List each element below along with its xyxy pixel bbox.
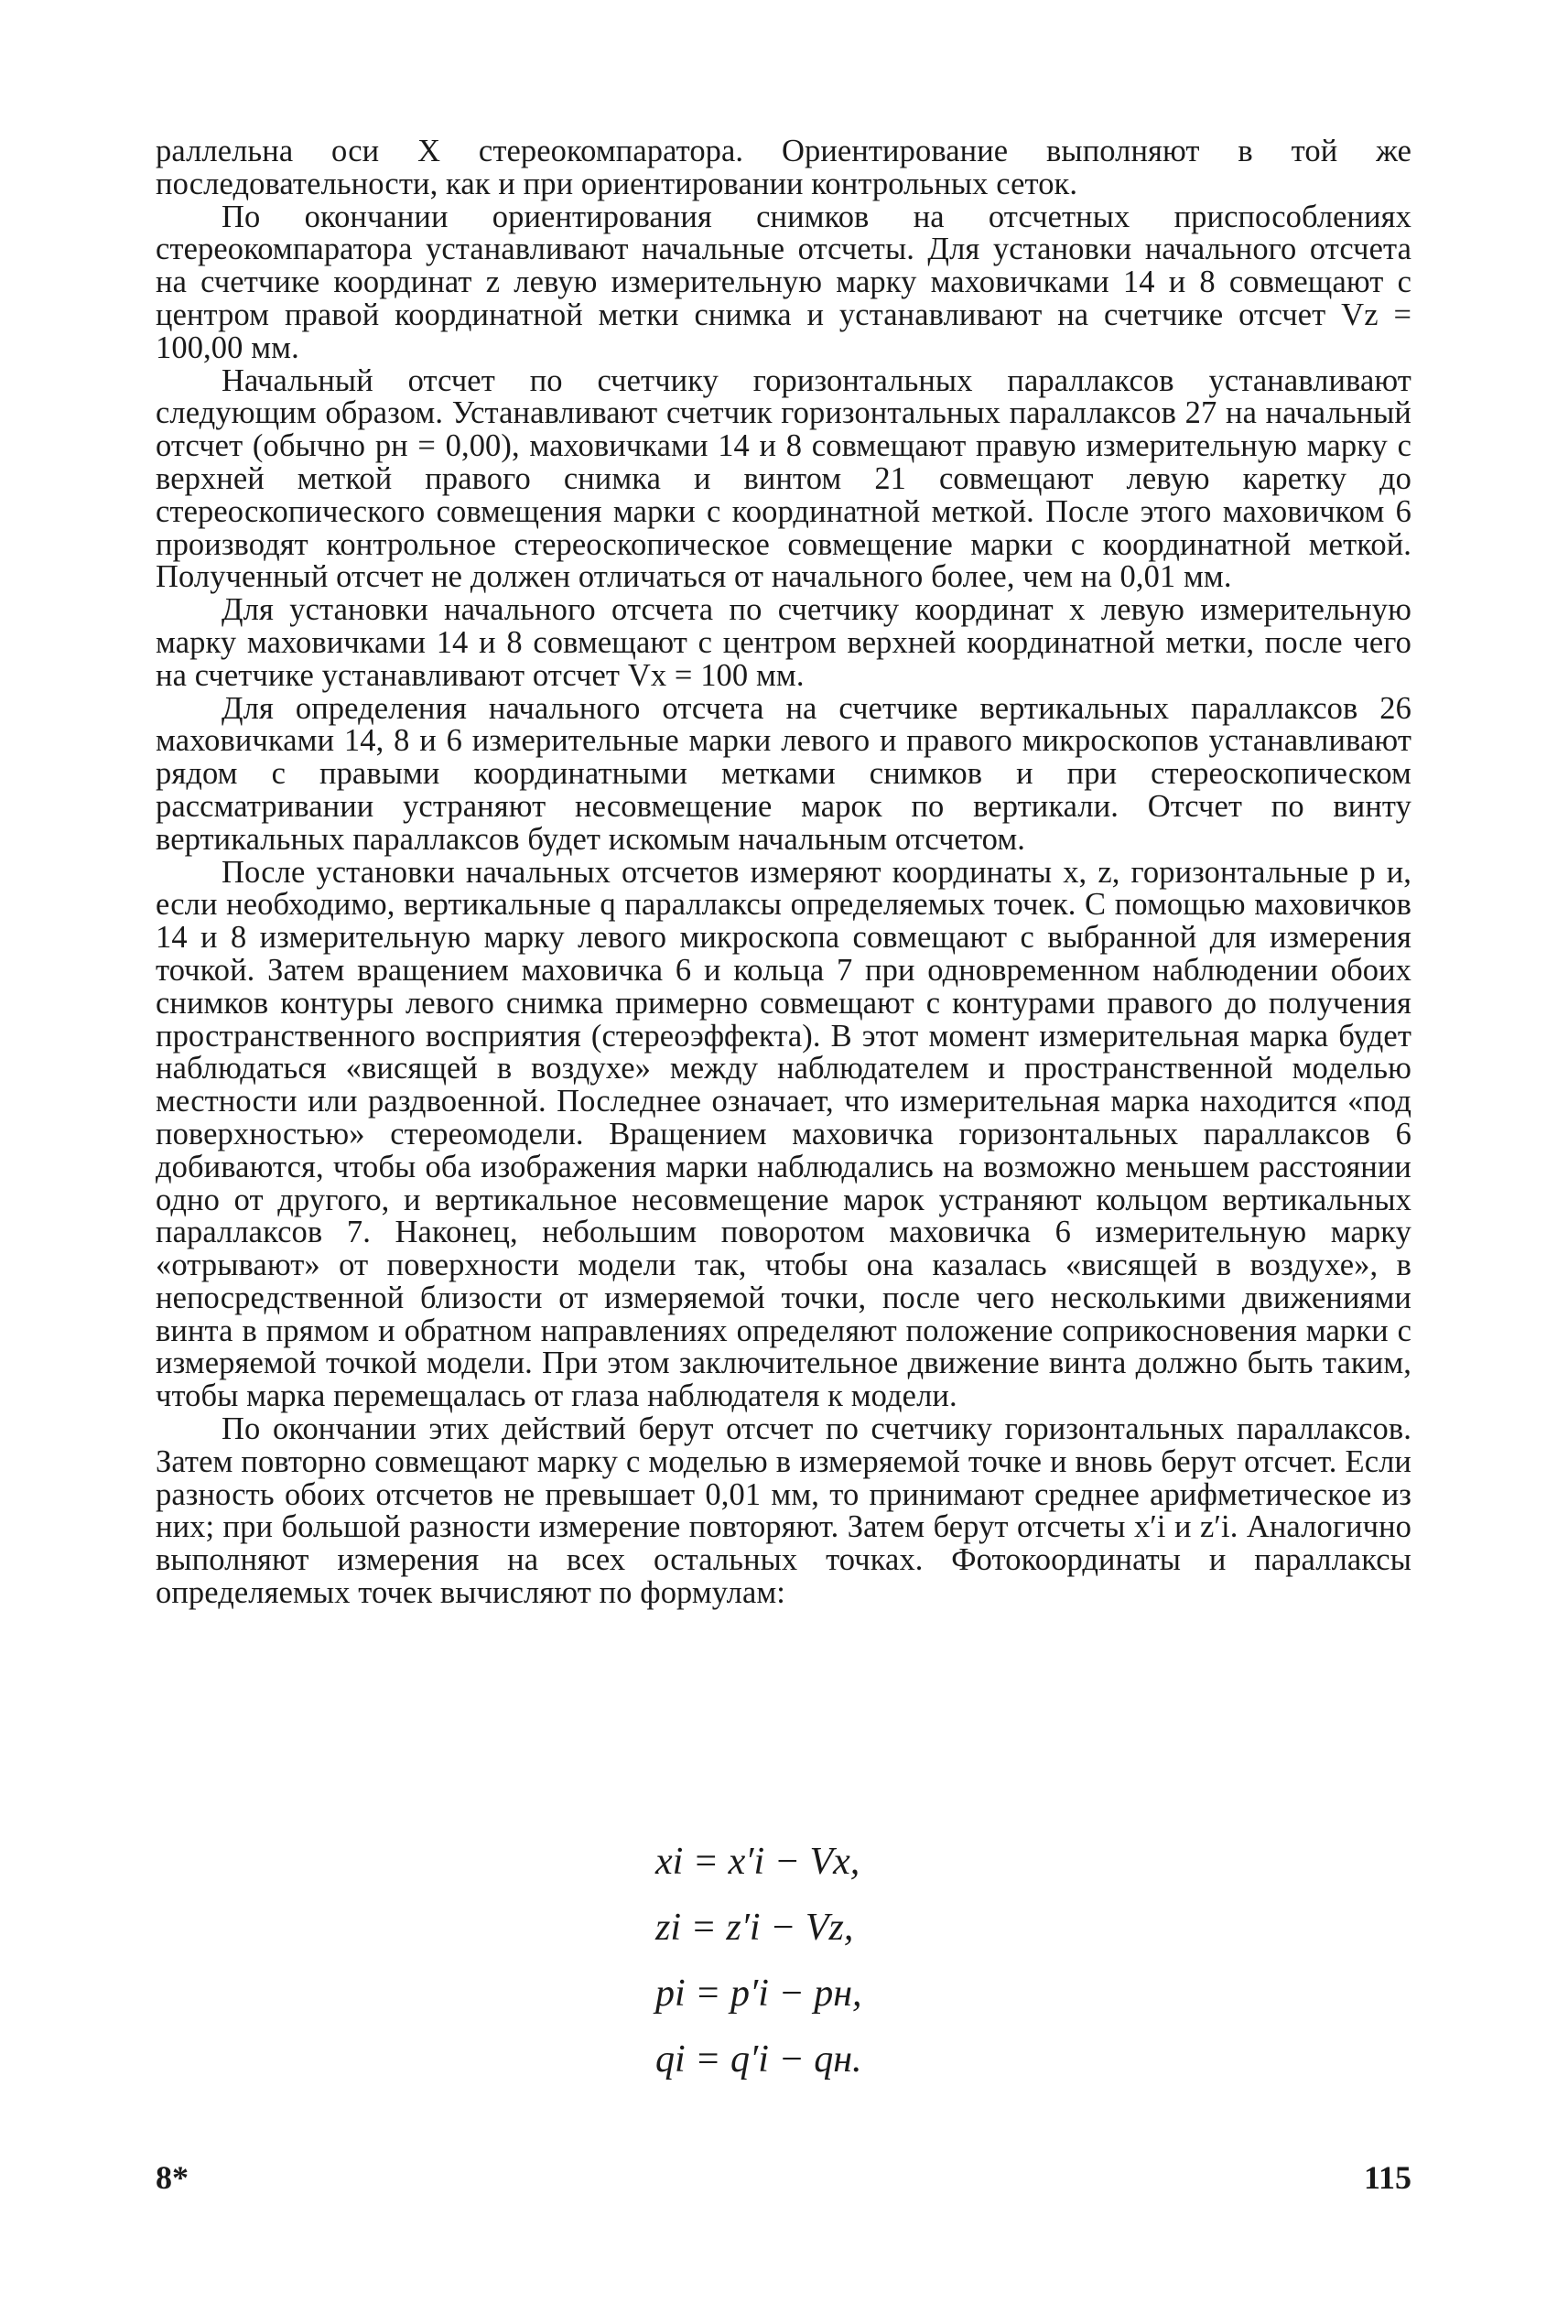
paragraph-1: раллельна оси X стереокомпаратора. Ориентирование выполняют в той же последовательности, как и при ориентировании контрольных сеток. [156,134,1411,201]
paragraph-4: Для установки начального отсчета по счетчику координат x левую измерительную марку маховичками 14 и 8 совмещают с центром верхней координатной метки, после чего на счетчике устанавливают отсчет Vx = 100 мм. [156,592,1411,693]
formula-block [655,1829,1022,2092]
formula-z: zi = z′i − Vz, [655,1907,854,1949]
paragraph-5: Для определения начального отсчета на счетчике вертикальных параллаксов 26 маховичками 14, 8 и 6 измерительные марки левого и правого микроскопов устанавливают рядом с правыми координатными метками снимков и при стереоскопическом рассматривании устраняют несовмещение марок по вертикали. Отсчет по винту вертикальных параллаксов будет искомым начальным отсчетом. [156,690,1411,857]
book-page [156,135,1411,2268]
formula-p: pi = p′i − pн, [655,1973,862,2015]
paragraph-7: По окончании этих действий берут отсчет по счетчику горизонтальных параллаксов. Затем повторно совмещают марку с моделью в измеряемой точке и вновь берут отсчет. Если разность обоих отсчетов не превышает 0,01 мм, то принимают среднее арифметическое из них; при большой разности измерение повторяют. Затем берут отсчеты x′i и z′i. Аналогично выполняют измерения на всех остальных точках. Фотокоординаты и параллаксы определяемых точек вычисляют по формулам: [156,1411,1411,1611]
paragraph-6: После установки начальных отсчетов измеряют координаты x, z, горизонтальные p и, если необходимо, вертикальные q параллаксы определяемых точек. С помощью маховичков 14 и 8 измерительную марку левого микроскопа совмещают с выбранной для измерения точкой. Затем вращением маховичка 6 и кольца 7 при одновременном наблюдении обоих снимков контуры левого снимка примерно совмещают с контурами правого до получения пространственного восприятия (стереоэффекта). В этот момент измерительная марка будет наблюдаться «висящей в воздухе» между наблюдателем и пространственной моделью местности или раздвоенной. Последнее означает, что измерительная марка находится «под поверхностью» стереомодели. Вращением маховичка горизонтальных параллаксов 6 добиваются, чтобы оба изображения марки наблюдались на возможно меньшем расстоянии одно от другого, и вертикальное несовмещение марок устраняют кольцом вертикальных параллаксов 7. Наконец, небольшим поворотом маховичка 6 измерительную марку «отрывают» от поверхности модели так, чтобы она казалась «висящей в воздухе», в непосредственной близости от измеряемой точки, после чего несколькими движениями винта в прямом и обратном направлениях определяют положение соприкосновения марки с измеряемой точкой модели. При этом заключительное движение винта должно быть таким, чтобы марка перемещалась от глаза наблюдателя к модели. [156,854,1411,1414]
page-footer [156,2158,1411,2204]
formula-x: xi = x′i − Vx, [655,1841,860,1883]
sheet-signature: 8* [156,2159,189,2196]
body-text [156,135,1411,1610]
paragraph-3: Начальный отсчет по счетчику горизонтальных параллаксов устанавливают следующим образом. Устанавливают счетчик горизонтальных параллаксов 27 на начальный отсчет (обычно pн = 0,00), маховичками 14 и 8 совмещают правую измерительную марку с верхней меткой правого снимка и винтом 21 совмещают левую каретку до стереоскопического совмещения марки с координатной меткой. После этого маховичком 6 производят контрольное стереоскопическое совмещение марки с координатной меткой. Полученный отсчет не должен отличаться от начального более, чем на 0,01 мм. [156,362,1411,595]
paragraph-2: По окончании ориентирования снимков на отсчетных приспособлениях стереокомпаратора устанавливают начальные отсчеты. Для установки начального отсчета на счетчике координат z левую измерительную марку маховичками 14 и 8 совмещают с центром правой координатной метки снимка и устанавливают на счетчике отсчет Vz = 100,00 мм. [156,199,1411,365]
formula-q: qi = q′i − qн. [655,2038,862,2081]
page-number: 115 [1363,2159,1411,2196]
